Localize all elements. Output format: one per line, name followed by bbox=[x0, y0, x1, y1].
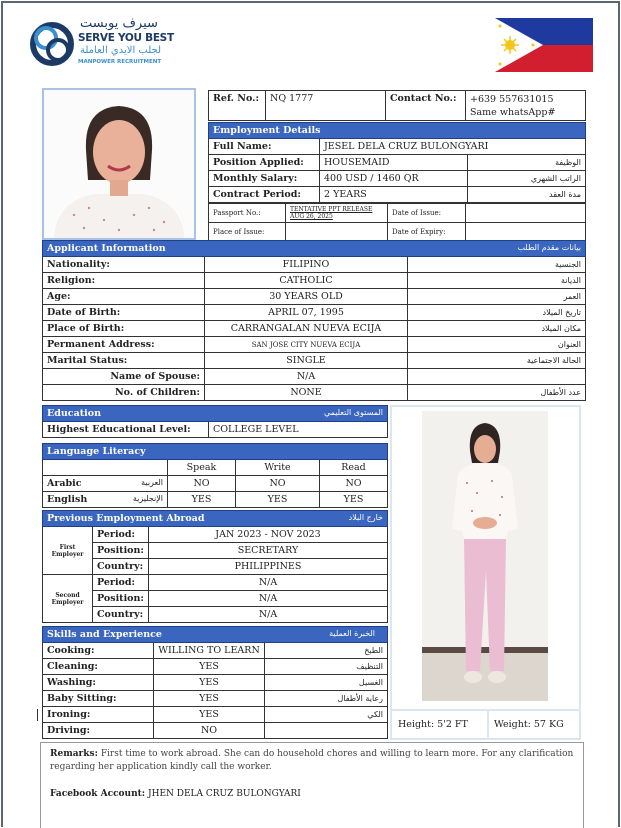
position-label: Position: bbox=[93, 543, 149, 559]
previous-header bbox=[43, 511, 388, 527]
skills-title-arabic: الخبرة العملية bbox=[329, 629, 376, 638]
table-row bbox=[43, 476, 388, 492]
blank-cell bbox=[43, 460, 168, 476]
portrait-image bbox=[44, 90, 194, 238]
row-arabic: عدد الأطفال bbox=[408, 385, 586, 401]
logo-knot-icon bbox=[28, 18, 76, 70]
full-body-image bbox=[422, 411, 548, 701]
row-arabic: الديانة bbox=[408, 273, 586, 289]
measurement-divider bbox=[487, 711, 489, 740]
row-value: CATHOLIC bbox=[205, 273, 408, 289]
row-label: Name of Spouse: bbox=[43, 369, 205, 385]
position-arabic: الوظيفة bbox=[468, 155, 586, 171]
skill-arabic: الكي bbox=[265, 707, 388, 723]
education-title-arabic: المستوى التعليمي bbox=[323, 408, 384, 417]
cursor-mark bbox=[37, 709, 38, 721]
skill-label: Cleaning: bbox=[43, 659, 154, 675]
skill-label: Baby Sitting: bbox=[43, 691, 154, 707]
skills-title: Skills and Experience bbox=[47, 629, 162, 640]
period-value: JAN 2023 - NOV 2023 bbox=[149, 527, 388, 543]
table-row bbox=[43, 353, 586, 369]
passport-label: Passport No.: bbox=[209, 204, 286, 223]
row-arabic: تاريخ الميلاد bbox=[408, 305, 586, 321]
facebook-value: JHEN DELA CRUZ BULONGYARI bbox=[148, 789, 301, 799]
row-arabic: الحالة الاجتماعية bbox=[408, 353, 586, 369]
row-value: SAN JOSE CITY NUEVA ECIJA bbox=[205, 337, 408, 353]
row-value: NONE bbox=[205, 385, 408, 401]
row-arabic bbox=[408, 369, 586, 385]
skill-value: YES bbox=[154, 691, 265, 707]
language-arabic: الإنجليزية bbox=[132, 494, 163, 503]
table-row bbox=[43, 257, 586, 273]
table-row bbox=[43, 273, 586, 289]
skill-label: Driving: bbox=[43, 723, 154, 739]
ref-contact-table bbox=[208, 90, 586, 121]
table-row bbox=[43, 305, 586, 321]
facebook-label: Facebook Account: bbox=[50, 789, 146, 799]
applicant-info-table bbox=[42, 240, 586, 401]
place-of-issue-label: Place of Issue: bbox=[209, 223, 286, 241]
remarks-label: Remarks: bbox=[50, 749, 98, 759]
skill-arabic: التنظيف bbox=[265, 659, 388, 675]
table-row bbox=[43, 492, 388, 508]
employment-title: Employment Details bbox=[209, 123, 586, 139]
speak-value: YES bbox=[168, 492, 236, 508]
col-speak: Speak bbox=[168, 460, 236, 476]
table-row bbox=[43, 675, 388, 691]
remarks-text: First time to work abroad. She can do household chores and willing to learn more. For any clarification regarding her application kindly call the worker. bbox=[50, 749, 574, 772]
facebook-line bbox=[50, 788, 574, 801]
language-name: Arabic bbox=[47, 478, 82, 489]
place-of-issue-value bbox=[286, 223, 388, 241]
language-table bbox=[42, 443, 388, 508]
education-title: Education bbox=[47, 408, 101, 419]
applicant-header bbox=[43, 241, 586, 257]
row-label: Religion: bbox=[43, 273, 205, 289]
row-value: FILIPINO bbox=[205, 257, 408, 273]
write-value: YES bbox=[236, 492, 320, 508]
row-value: CARRANGALAN NUEVA ECIJA bbox=[205, 321, 408, 337]
applicant-title: Applicant Information bbox=[47, 243, 166, 254]
country-label: Country: bbox=[93, 607, 149, 623]
applicant-title-arabic: بيانات مقدم الطلب bbox=[517, 243, 582, 252]
full-name-label: Full Name: bbox=[209, 139, 320, 155]
country-label: Country: bbox=[93, 559, 149, 575]
speak-value: NO bbox=[168, 476, 236, 492]
education-table bbox=[42, 405, 388, 438]
row-label: Date of Birth: bbox=[43, 305, 205, 321]
weight-value: Weight: 57 KG bbox=[494, 719, 564, 730]
row-label: No. of Children: bbox=[43, 385, 205, 401]
company-logo bbox=[28, 16, 178, 72]
row-value: APRIL 07, 1995 bbox=[205, 305, 408, 321]
portrait-photo bbox=[42, 88, 196, 240]
previous-title: Previous Employment Abroad bbox=[47, 513, 205, 524]
employer-name: First Employer bbox=[43, 527, 93, 575]
position-value: SECRETARY bbox=[149, 543, 388, 559]
salary-arabic: الراتب الشهري bbox=[468, 171, 586, 187]
philippines-flag-icon bbox=[495, 18, 593, 72]
education-value: COLLEGE LEVEL bbox=[209, 422, 388, 438]
language-arabic: العربية bbox=[141, 478, 163, 487]
skill-arabic bbox=[265, 723, 388, 739]
write-value: NO bbox=[236, 476, 320, 492]
contract-value: 2 YEARS bbox=[320, 187, 468, 203]
skill-arabic: الطبخ bbox=[265, 643, 388, 659]
position-value: HOUSEMAID bbox=[320, 155, 468, 171]
previous-employment-table bbox=[42, 510, 388, 623]
skills-table bbox=[42, 626, 388, 739]
measurements-row bbox=[392, 709, 579, 738]
row-label: Permanent Address: bbox=[43, 337, 205, 353]
row-label: Place of Birth: bbox=[43, 321, 205, 337]
row-label: Age: bbox=[43, 289, 205, 305]
skill-arabic: رعاية الأطفال bbox=[265, 691, 388, 707]
period-label: Period: bbox=[93, 575, 149, 591]
ref-value: NQ 1777 bbox=[266, 91, 386, 121]
skills-header bbox=[43, 627, 388, 643]
row-arabic: العمر bbox=[408, 289, 586, 305]
full-body-photo-panel bbox=[390, 405, 581, 740]
full-name-value: JESEL DELA CRUZ BULONGYARI bbox=[320, 139, 586, 155]
skill-value: NO bbox=[154, 723, 265, 739]
row-label: Marital Status: bbox=[43, 353, 205, 369]
remarks-box bbox=[40, 742, 584, 828]
passport-table bbox=[208, 203, 586, 241]
contract-label: Contract Period: bbox=[209, 187, 320, 203]
row-value: 30 YEARS OLD bbox=[205, 289, 408, 305]
employment-details-table bbox=[208, 122, 586, 203]
expiry-date-value bbox=[466, 223, 586, 241]
skill-value: YES bbox=[154, 659, 265, 675]
table-row bbox=[43, 707, 388, 723]
expiry-date-label: Date of Expiry: bbox=[388, 223, 466, 241]
contract-arabic: مدة العقد bbox=[468, 187, 586, 203]
skill-value: WILLING TO LEARN bbox=[154, 643, 265, 659]
language-title: Language Literacy bbox=[43, 444, 388, 460]
row-arabic: العنوان bbox=[408, 337, 586, 353]
read-value: YES bbox=[320, 492, 388, 508]
country-value: PHILIPPINES bbox=[149, 559, 388, 575]
previous-title-arabic: خارج البلاد bbox=[348, 513, 383, 522]
education-label: Highest Educational Level: bbox=[43, 422, 209, 438]
position-label: Position Applied: bbox=[209, 155, 320, 171]
logo-arabic: سيرف يوبست bbox=[80, 16, 158, 31]
skill-arabic: الغسيل bbox=[265, 675, 388, 691]
col-write: Write bbox=[236, 460, 320, 476]
row-value: N/A bbox=[205, 369, 408, 385]
issue-date-value bbox=[466, 204, 586, 223]
logo-name: SERVE YOU BEST bbox=[78, 32, 174, 44]
language-name: English bbox=[47, 494, 88, 505]
passport-value: TENTATIVE PPT RELEASE AUG 26, 2025 bbox=[286, 204, 388, 223]
read-value: NO bbox=[320, 476, 388, 492]
contact-value: +639 557631015 bbox=[470, 94, 554, 105]
height-value: Height: 5'2 FT bbox=[398, 719, 468, 730]
skill-label: Ironing: bbox=[43, 707, 154, 723]
table-row bbox=[43, 659, 388, 675]
table-row bbox=[43, 369, 586, 385]
skill-label: Washing: bbox=[43, 675, 154, 691]
col-read: Read bbox=[320, 460, 388, 476]
period-value: N/A bbox=[149, 575, 388, 591]
ref-label: Ref. No.: bbox=[209, 91, 266, 121]
issue-date-label: Date of Issue: bbox=[388, 204, 466, 223]
contact-cell bbox=[466, 91, 586, 121]
salary-label: Monthly Salary: bbox=[209, 171, 320, 187]
row-arabic: مكان الميلاد bbox=[408, 321, 586, 337]
table-row bbox=[43, 723, 388, 739]
period-label: Period: bbox=[93, 527, 149, 543]
row-label: Nationality: bbox=[43, 257, 205, 273]
table-row bbox=[43, 289, 586, 305]
table-row bbox=[43, 321, 586, 337]
contact-note: Same whatsApp# bbox=[470, 107, 556, 118]
contact-label: Contact No.: bbox=[386, 91, 466, 121]
country-value: N/A bbox=[149, 607, 388, 623]
position-value: N/A bbox=[149, 591, 388, 607]
table-row bbox=[43, 691, 388, 707]
position-label: Position: bbox=[93, 591, 149, 607]
logo-arabic-sub: لجلب الايدي العاملة bbox=[80, 45, 162, 56]
salary-value: 400 USD / 1460 QR bbox=[320, 171, 468, 187]
employer-name: Second Employer bbox=[43, 575, 93, 623]
education-header bbox=[43, 406, 388, 422]
skill-value: YES bbox=[154, 675, 265, 691]
skill-label: Cooking: bbox=[43, 643, 154, 659]
remarks-paragraph bbox=[50, 748, 574, 774]
row-value: SINGLE bbox=[205, 353, 408, 369]
logo-sub: MANPOWER RECRUITMENT bbox=[78, 59, 162, 65]
table-row bbox=[43, 337, 586, 353]
table-row bbox=[43, 385, 586, 401]
table-row bbox=[43, 643, 388, 659]
skill-value: YES bbox=[154, 707, 265, 723]
row-arabic: الجنسية bbox=[408, 257, 586, 273]
